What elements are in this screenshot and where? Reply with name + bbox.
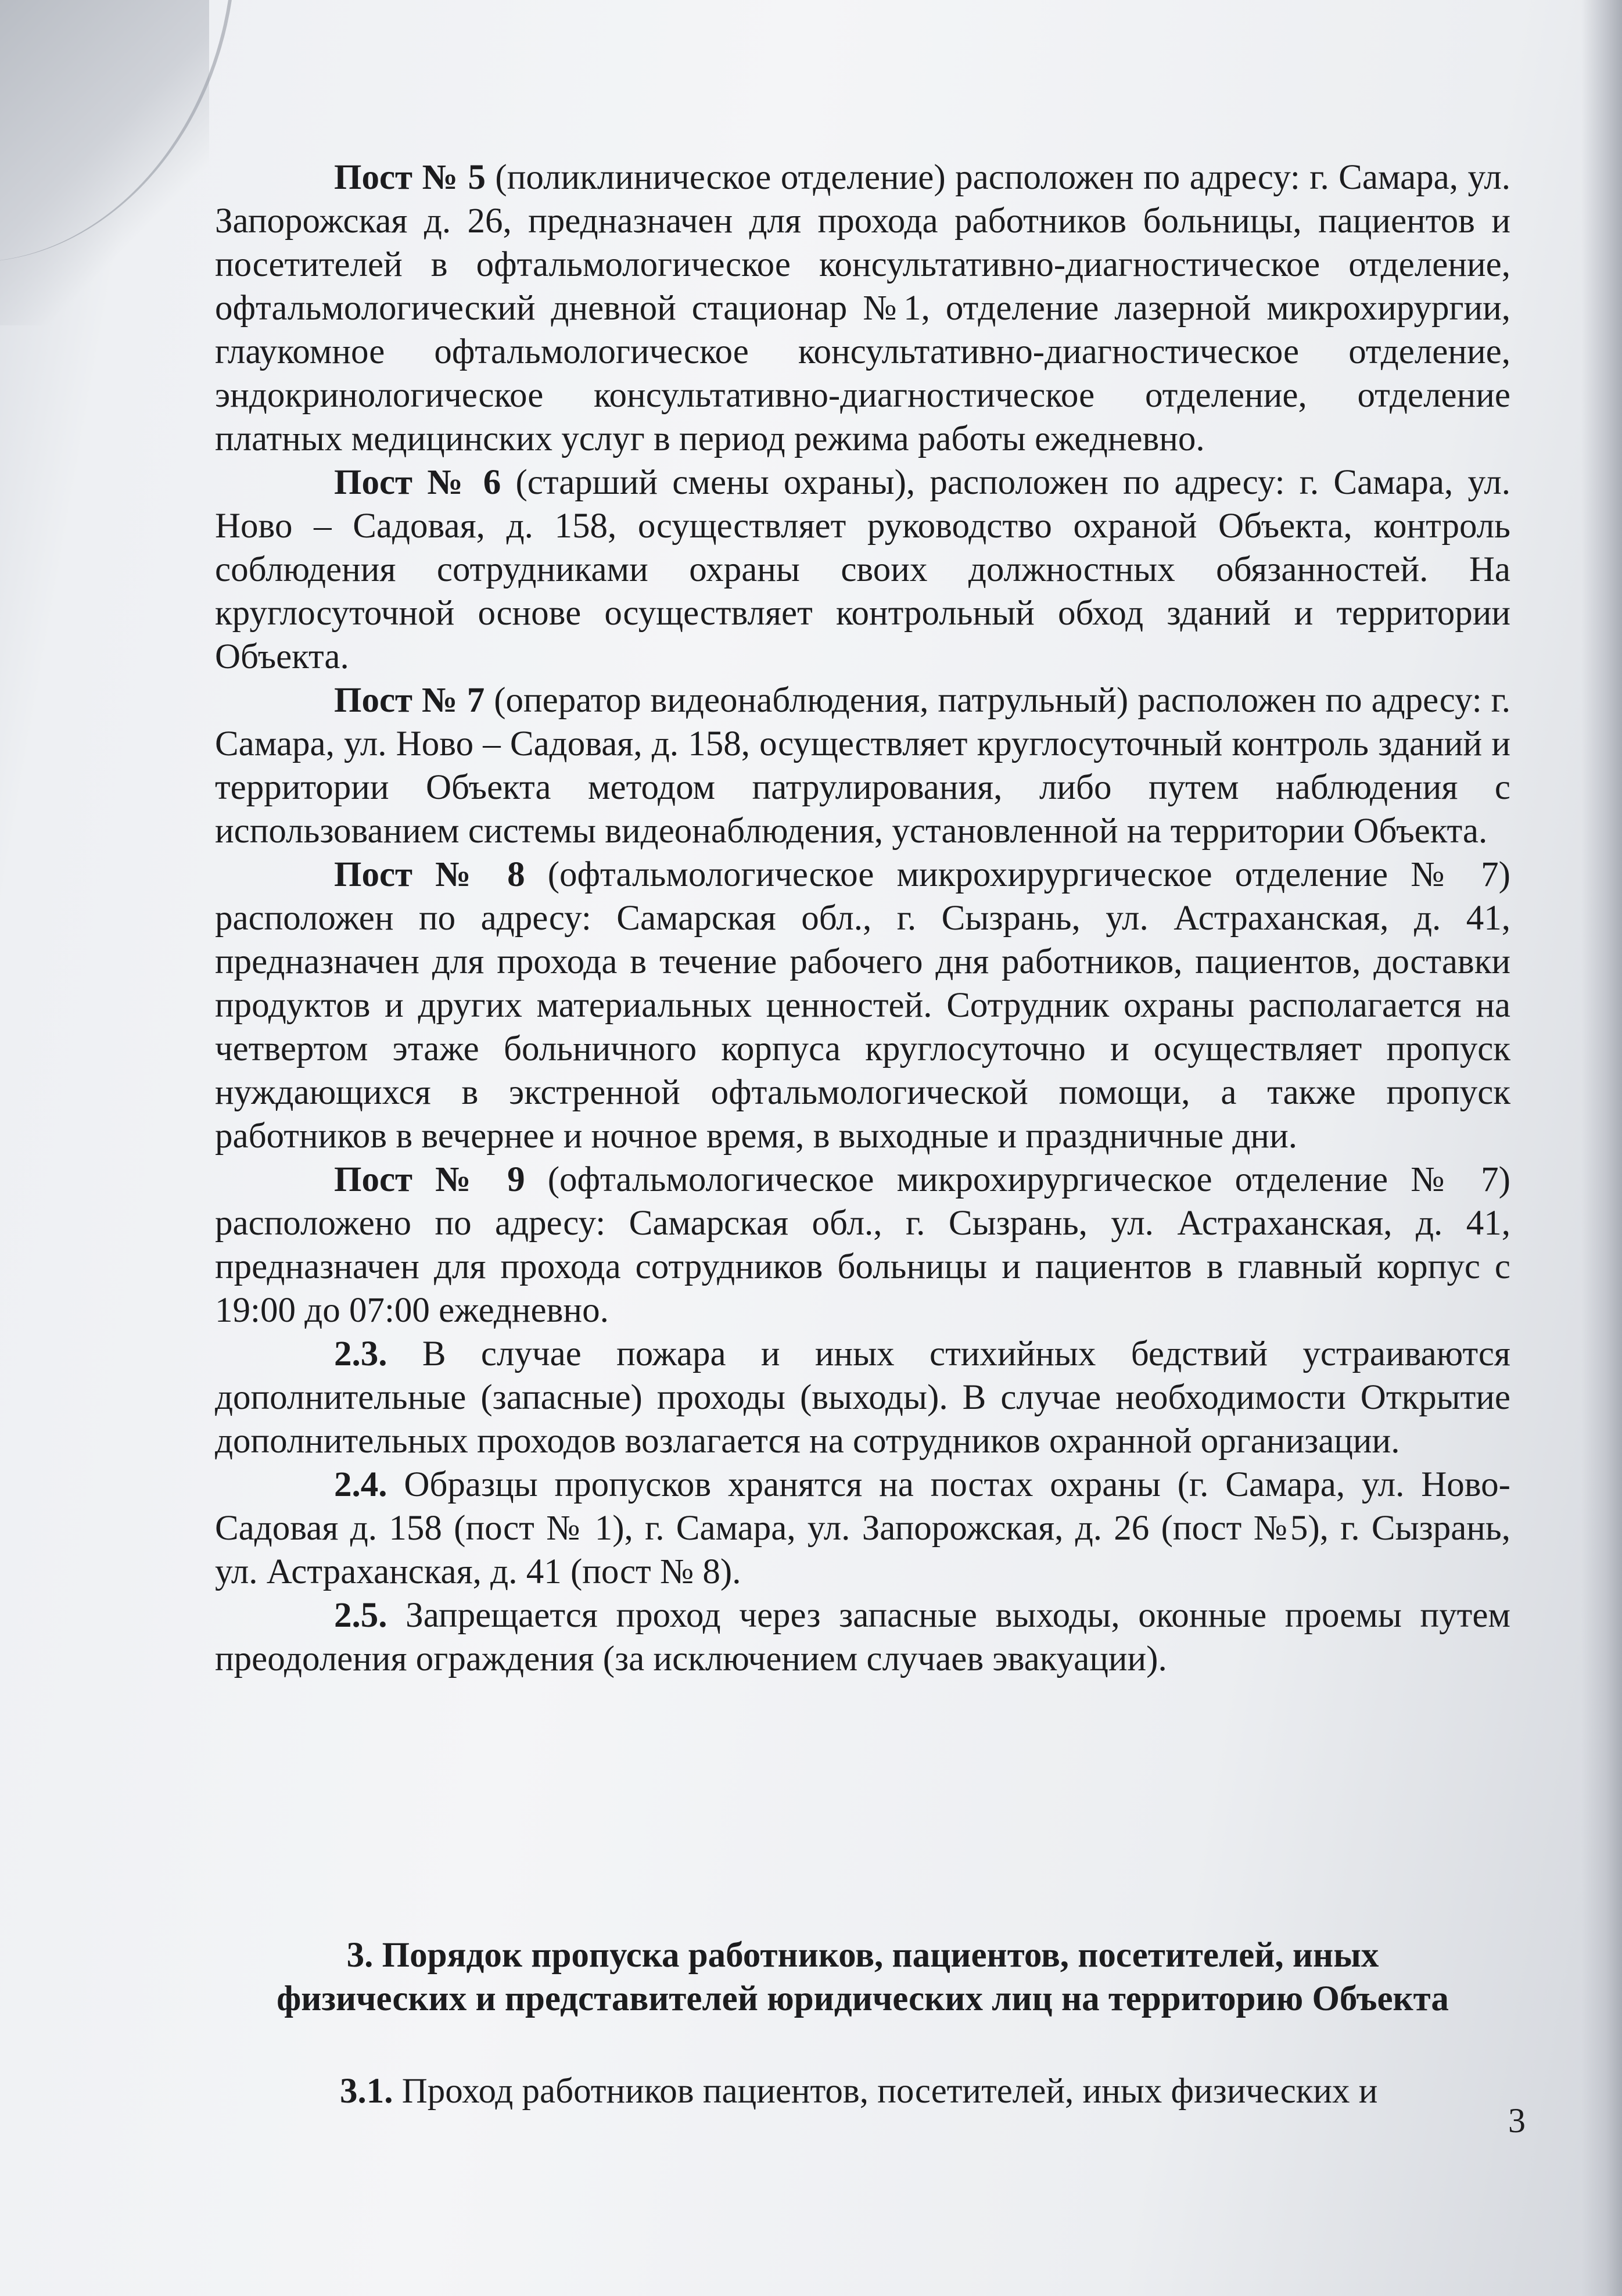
paragraph-2-3: [215, 1332, 1510, 1463]
paragraph-post-8: [215, 853, 1510, 1158]
paragraph-text: (офтальмологическое микрохирургическое отделение № 7) расположен по адресу: Самарская обл., г. Сызрань, ул. Астраханская, д. 41, предназначен для прохода в течение рабочего дня работников, пациентов, доставки продуктов и других материальных ценностей. Сотрудник охраны располагается на четвертом этаже больничного корпуса круглосуточно и осуществляет пропуск нуждающихся в экстренной офтальмологической помощи, а также пропуск работников в вечернее и ночное время, в выходные и праздничные дни.: [215, 855, 1510, 1156]
paragraph-lead: 3.1.: [340, 2072, 393, 2111]
paragraph-post-9: [215, 1158, 1510, 1332]
section-heading-line-2: физических и представителей юридических лиц на территорию Объекта: [277, 1979, 1449, 2018]
paragraph-text: Образцы пропусков хранятся на постах охраны (г. Самара, ул. Ново-Садовая д. 158 (пост № 1), г. Самара, ул. Запорожская, д. 26 (пост №5), г. Сызрань, ул. Астраханская, д. 41 (пост № 8).: [215, 1465, 1510, 1591]
paragraph-post-6: [215, 461, 1510, 679]
page-edge-shadow: [1581, 0, 1622, 2296]
paragraph-2-4: [215, 1463, 1510, 1594]
paragraph-2-5: [215, 1594, 1510, 1681]
page-number: 3: [1508, 2101, 1526, 2140]
paragraph-text: Проход работников пациентов, посетителей, иных физических и: [393, 2072, 1378, 2111]
paragraph-lead: Пост № 7: [334, 681, 485, 720]
paragraph-post-5: [215, 156, 1510, 461]
paragraph-text: В случае пожара и иных стихийных бедствий устраиваются дополнительные (запасные) проходы (выходы). В случае необходимости Открытие дополнительных проходов возлагается на сотрудников охранной организации.: [215, 1334, 1510, 1461]
paragraph-lead: Пост № 8: [334, 855, 525, 894]
section-heading-line-1: 3. Порядок пропуска работников, пациентов, посетителей, иных: [346, 1936, 1379, 1975]
paragraph-lead: 2.5.: [334, 1596, 387, 1635]
paragraph-text: (поликлиническое отделение) расположен по адресу: г. Самара, ул. Запорожская д. 26, предназначен для прохода работников больницы, пациентов и посетителей в офтальмологическое консультативно-диагностическое отделение, офтальмологический дневной стационар №1, отделение лазерной микрохирургии, глаукомное офтальмологическое консультативно-диагностическое отделение, эндокринологическое консультативно-диагностическое отделение, отделение платных медицинских услуг в период режима работы ежедневно.: [215, 158, 1510, 458]
paragraph-text: (оператор видеонаблюдения, патрульный) расположен по адресу: г. Самара, ул. Ново – Садовая, д. 158, осуществляет круглосуточный контроль зданий и территории Объекта методом патрулирования, либо путем наблюдения с использованием системы видеонаблюдения, установленной на территории Объекта.: [215, 681, 1510, 851]
paragraph-post-7: [215, 679, 1510, 853]
paragraph-lead: Пост № 6: [334, 463, 501, 502]
paragraph-text: (старший смены охраны), расположен по адресу: г. Самара, ул. Ново – Садовая, д. 158, осуществляет руководство охраной Объекта, контроль соблюдения сотрудниками охраны своих должностных обязанностей. На круглосуточной основе осуществляет контрольный обход зданий и территории Объекта.: [215, 463, 1510, 676]
paragraph-3-1: [215, 2069, 1510, 2113]
paragraph-lead: Пост № 5: [334, 158, 486, 197]
paragraph-text: Запрещается проход через запасные выходы, оконные проемы путем преодоления ограждения (за исключением случаев эвакуации).: [215, 1596, 1510, 1678]
paragraph-lead: 2.3.: [334, 1334, 387, 1373]
section-heading: [215, 1933, 1510, 2021]
paragraph-lead: Пост № 9: [334, 1160, 525, 1199]
document-body: [215, 156, 1510, 1681]
paragraph-lead: 2.4.: [334, 1465, 387, 1504]
paragraph-text: (офтальмологическое микрохирургическое отделение № 7) расположено по адресу: Самарская обл., г. Сызрань, ул. Астраханская, д. 41, предназначен для прохода сотрудников больницы и пациентов в главный корпус с 19:00 до 07:00 ежедневно.: [215, 1160, 1510, 1330]
